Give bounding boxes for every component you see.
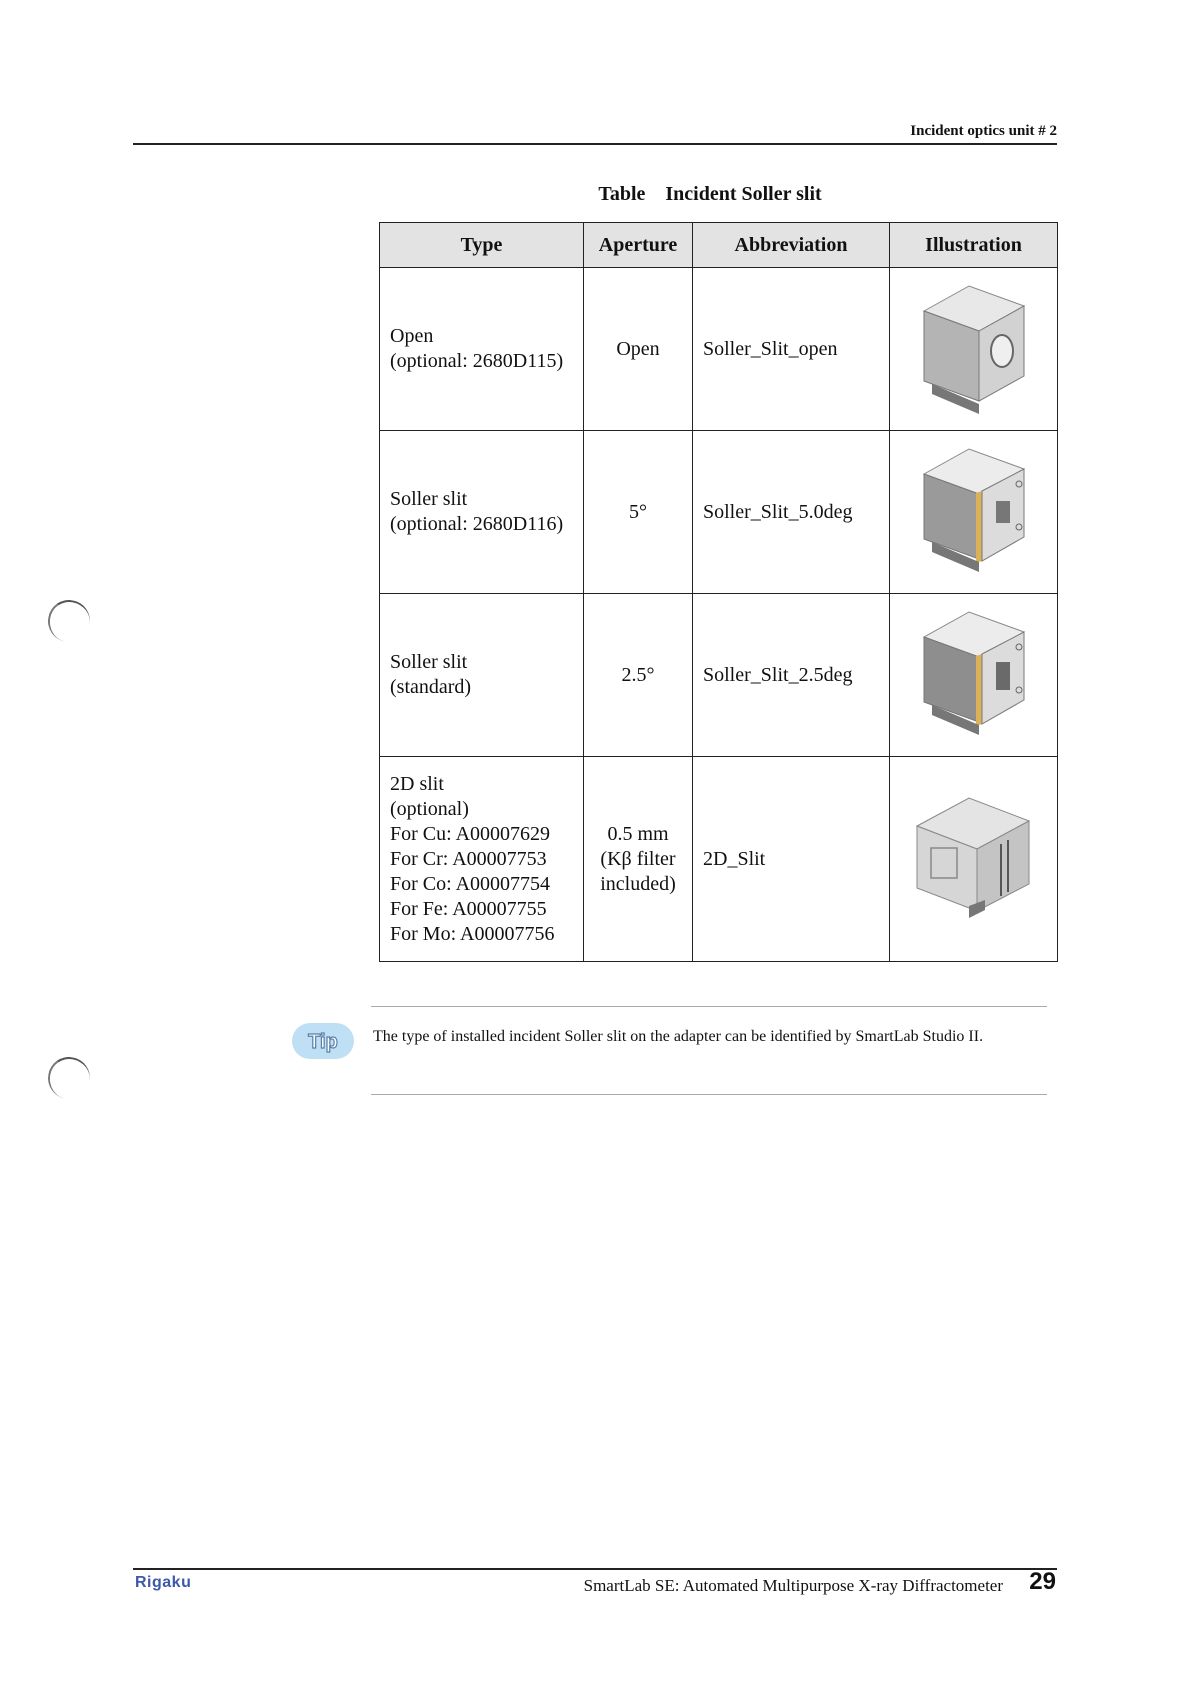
type-line: For Mo: A00007756 xyxy=(390,922,555,945)
type-line: For Co: A00007754 xyxy=(390,872,551,895)
aperture-cell xyxy=(584,757,693,962)
column-header: Abbreviation xyxy=(693,223,890,268)
table-row xyxy=(380,431,1058,594)
type-line: For Fe: A00007755 xyxy=(390,897,547,920)
punch-hole xyxy=(45,1054,94,1103)
column-header: Type xyxy=(380,223,584,268)
table-row xyxy=(380,268,1058,431)
type-line: For Cu: A00007629 xyxy=(390,822,551,845)
type-line: (optional: 2680D116) xyxy=(390,513,564,535)
aperture-cell xyxy=(584,594,693,757)
aperture-line: 5° xyxy=(629,500,647,523)
tip-bottom-rule xyxy=(371,1094,1047,1095)
type-cell xyxy=(380,431,584,594)
aperture-line: 0.5 mm xyxy=(607,822,669,845)
tip-badge xyxy=(292,1023,354,1059)
type-line: Soller slit xyxy=(390,651,468,673)
aperture-cell xyxy=(584,431,693,594)
column-header: Aperture xyxy=(584,223,693,268)
table-header-row xyxy=(380,223,1058,268)
tip-text: The type of installed incident Soller slit on the adapter can be identified by SmartLab Studio II. xyxy=(373,1028,984,1045)
column-header: Illustration xyxy=(890,223,1058,268)
type-cell xyxy=(380,268,584,431)
type-cell xyxy=(380,757,584,962)
aperture-cell xyxy=(584,268,693,431)
punch-hole xyxy=(45,597,94,646)
2d-slit-image xyxy=(909,786,1039,926)
abbreviation-cell: 2D_Slit xyxy=(693,757,890,962)
abbreviation-cell: Soller_Slit_5.0deg xyxy=(693,431,890,594)
table-title: Incident Soller slit xyxy=(665,183,822,205)
aperture-line: included) xyxy=(600,872,676,895)
type-line: For Cr: A00007753 xyxy=(390,847,547,870)
type-line: (standard) xyxy=(390,676,472,698)
page-number: 29 xyxy=(1029,1568,1056,1595)
aperture-line: (Kβ filter xyxy=(600,847,676,870)
open-slit-block-image xyxy=(914,276,1034,416)
footer-title: SmartLab SE: Automated Multipurpose X-ray Diffractometer xyxy=(583,1576,1003,1595)
aperture-line: Open xyxy=(616,337,660,360)
footer-rule xyxy=(133,1568,1057,1570)
running-header: Incident optics unit # 2 xyxy=(910,123,1057,139)
table-row xyxy=(380,757,1058,962)
type-line: (optional) xyxy=(390,797,469,820)
tip-badge-label xyxy=(299,1028,347,1054)
header-rule xyxy=(133,143,1057,145)
type-line: (optional: 2680D115) xyxy=(390,350,564,372)
table-row xyxy=(380,594,1058,757)
type-line: 2D slit xyxy=(390,772,444,795)
table-caption xyxy=(380,183,1040,206)
soller-slit-5deg-image xyxy=(914,439,1034,579)
illustration-cell xyxy=(890,431,1058,594)
type-line: Soller slit xyxy=(390,488,468,510)
illustration-cell xyxy=(890,268,1058,431)
aperture-line: 2.5° xyxy=(621,663,655,686)
illustration-cell xyxy=(890,757,1058,962)
tip-badge-text: Tip xyxy=(308,1031,338,1053)
abbreviation-cell: Soller_Slit_open xyxy=(693,268,890,431)
soller-slit-2-5deg-image xyxy=(914,602,1034,742)
illustration-cell xyxy=(890,594,1058,757)
type-line: Open xyxy=(390,325,434,347)
brand-logo: Rigaku xyxy=(135,1574,192,1591)
table-label: Table xyxy=(598,183,646,205)
soller-slit-table xyxy=(379,222,1058,962)
tip-top-rule xyxy=(371,1006,1047,1007)
abbreviation-cell: Soller_Slit_2.5deg xyxy=(693,594,890,757)
type-cell xyxy=(380,594,584,757)
